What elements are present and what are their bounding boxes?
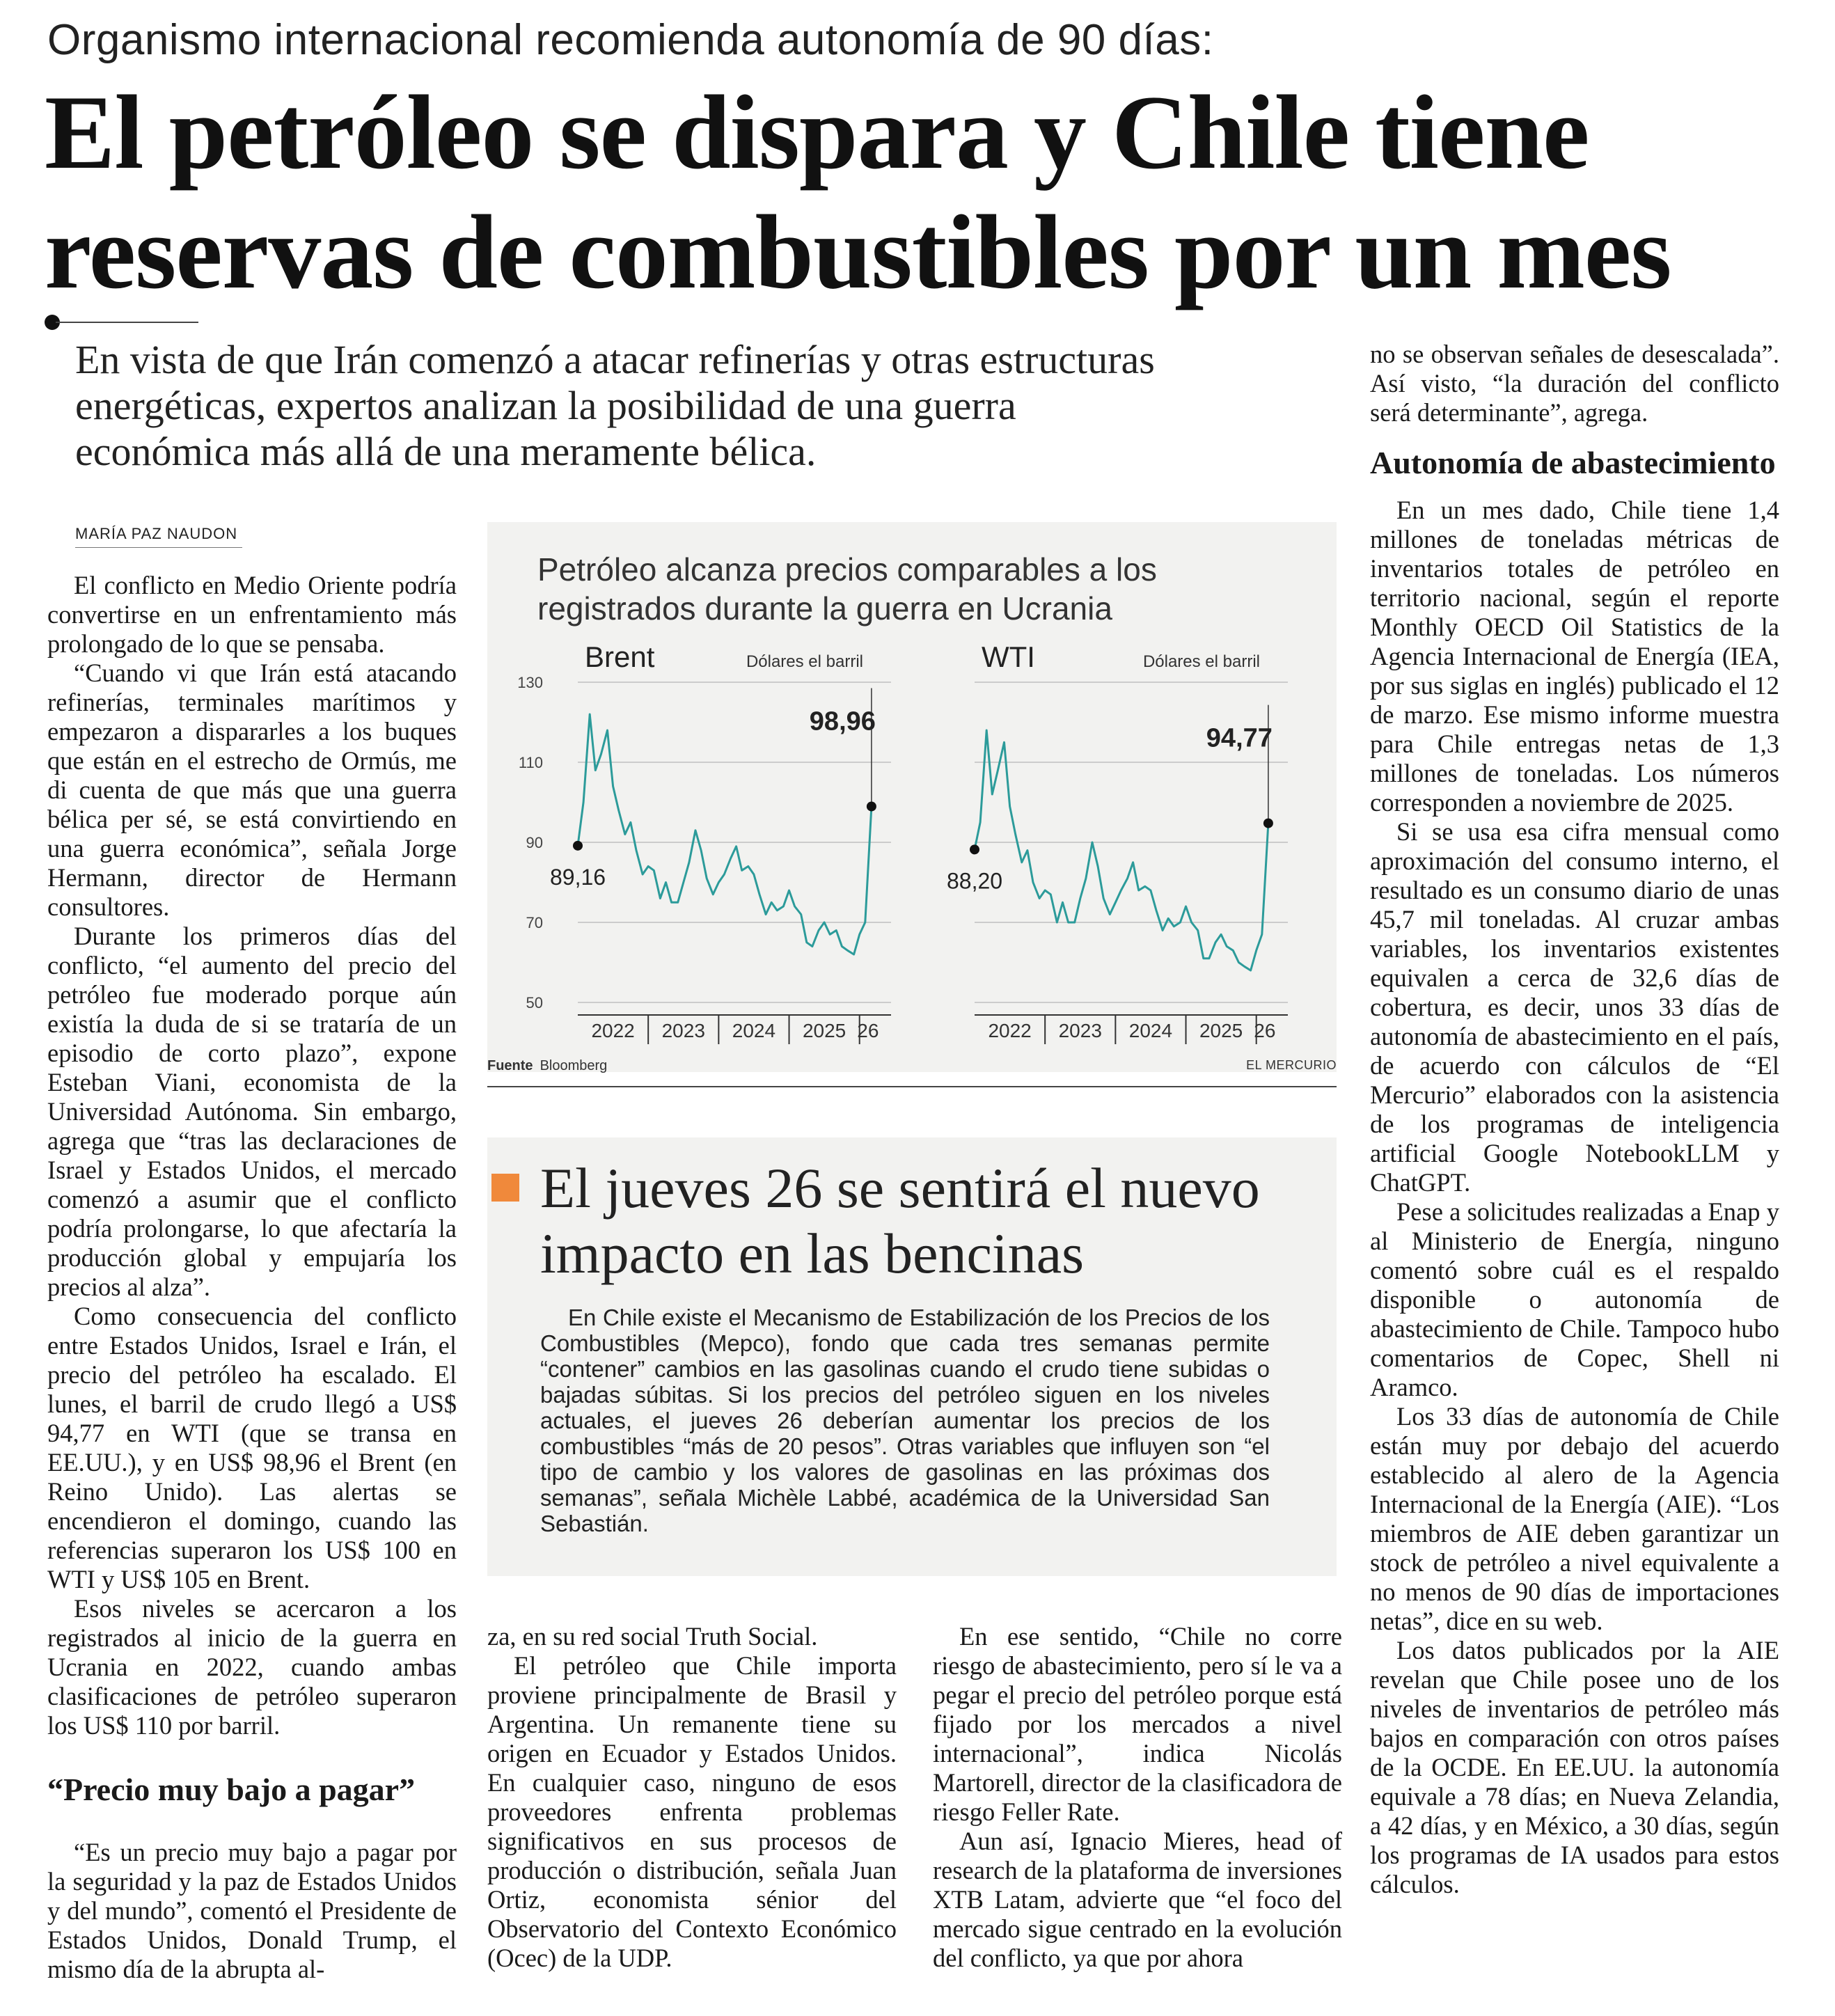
- headline: [45, 72, 1785, 312]
- publisher-credit: EL MERCURIO: [1246, 1058, 1337, 1072]
- paragraph: Los datos publicados por la AIE revelan que Chile posee uno de los niveles de inventarios de petróleo más bajos en comparación con otros países de la OCDE. En EE.UU. la autonomía equivale a 78 días; en Nueva Zelandia, a 42 días, y en México, a 30 días, según los programas de IA usados para estos cálculos.: [1370, 1636, 1779, 1898]
- series-line: [975, 730, 1268, 970]
- body-column-1-continued: [47, 1838, 457, 1984]
- series-name: Brent: [585, 640, 655, 673]
- subhead-precio: “Precio muy bajo a pagar”: [47, 1772, 416, 1807]
- subhead-autonomia: Autonomía de abastecimiento: [1370, 445, 1776, 480]
- start-value-label: 88,20: [947, 868, 1003, 894]
- end-value-label: 98,96: [809, 707, 876, 737]
- byline: MARÍA PAZ NAUDON: [75, 525, 238, 542]
- paragraph: En ese sentido, “Chile no corre riesgo de abastecimiento, pero sí le va a pegar el precio del petróleo porque está fijado por los mercados a nivel internacional”, indica Nicolás Martorell, director de la clasificadora de riesgo Feller Rate.: [933, 1622, 1342, 1826]
- body-column-1: [47, 571, 457, 1740]
- paragraph: Como consecuencia del conflicto entre Estados Unidos, Israel e Irán, el precio del petróleo ha escalado. El lunes, el barril de crudo llegó a US$ 94,77 en WTI (que se transa en EE.UU.), y en US$ 98,96 el Brent (en Reino Unido). Las alertas se encendieron el domingo, cuando las referencias superaron los US$ 100 en WTI y US$ 105 en Brent.: [47, 1302, 457, 1593]
- chart-source: [487, 1058, 1337, 1074]
- x-tick-label: 2024: [1128, 1020, 1173, 1041]
- rule-line: [56, 322, 198, 323]
- paragraph: Aun así, Ignacio Mieres, head of research de la plataforma de inversiones XTB Latam, advierte que “el foco del mercado sigue centrado en la evolución del conflicto, ya que por ahora: [933, 1827, 1342, 1972]
- paragraph: En Chile existe el Mecanismo de Estabilización de los Precios de los Combustibles (Mepco), fondo que cada tres semanas permite “contener” cambios en las gasolinas cuando el crudo tiene subidas o bajadas súbitas. Si los precios del petróleo siguen en los niveles actuales, el jueves 26 deberían aumentar los precios de los combustibles “más de 20 pesos”. Otras variables que influyen son “el tipo de cambio y los valores de gasolinas en las próximas dos semanas”, señala Michèle Labbé, académica de la Universidad San Sebastián.: [540, 1305, 1270, 1536]
- box-text: [540, 1305, 1270, 1536]
- source-label: Fuente: [487, 1058, 533, 1073]
- series-line: [578, 714, 872, 954]
- x-tick-label: 2022: [988, 1020, 1032, 1041]
- source-rule: [487, 1086, 1337, 1087]
- x-tick-label: 26: [1254, 1020, 1276, 1041]
- x-tick-label: 2025: [802, 1020, 846, 1041]
- x-tick-label: 2023: [1058, 1020, 1102, 1041]
- paragraph: Pese a solicitudes realizadas a Enap y al Ministerio de Energía, ninguno comentó sobre cuál es el respaldo disponible o autonomía de abastecimiento de Chile. Tampoco hubo comentarios de Copec, Shell ni Aramco.: [1370, 1197, 1779, 1401]
- unit-label: Dólares el barril: [746, 652, 863, 671]
- headline-line-1: El petróleo se dispara y Chile tiene: [45, 74, 1589, 191]
- x-tick-label: 2025: [1199, 1020, 1243, 1041]
- chart-title: Petróleo alcanza precios comparables a los registrados durante la guerra en Ucrania: [537, 551, 1157, 627]
- end-point: [1263, 819, 1273, 828]
- unit-label: Dólares el barril: [1142, 652, 1260, 671]
- x-tick-label: 2023: [661, 1020, 705, 1041]
- paragraph: En un mes dado, Chile tiene 1,4 millones de toneladas métricas de inventarios totales de petróleo en territorio nacional, según el reporte Monthly OECD Oil Statistics de la Agencia Internacional de Energía (IEA, por sus siglas en inglés) publicado el 12 de marzo. Ese mismo informe muestra para Chile entregas netas de 1,3 millones de toneladas. Los números corresponden a noviembre de 2025.: [1370, 496, 1779, 817]
- paragraph: za, en su red social Truth Social.: [487, 1622, 818, 1651]
- x-tick-label: 2024: [732, 1020, 776, 1041]
- y-tick-label: 70: [526, 914, 543, 931]
- paragraph: Los 33 días de autonomía de Chile están muy por debajo del acuerdo establecido al alero de la Agencia Internacional de la Energía (AIE). “Los miembros de AIE deben garantizar un stock de petróleo a nivel equivalente a no menos de 90 días de importaciones netas”, dice en su web.: [1370, 1402, 1779, 1635]
- box-title: El jueves 26 se sentirá el nuevo impacto en las bencinas: [540, 1156, 1260, 1285]
- paragraph: El conflicto en Medio Oriente podría convertirse en un enfrentamiento más prolongado de lo que se pensaba.: [47, 571, 457, 658]
- start-point: [573, 841, 583, 851]
- start-value-label: 89,16: [550, 864, 606, 890]
- paragraph: El petróleo que Chile importa proviene principalmente de Brasil y Argentina. Un remanente tiene su origen en Ecuador y Estados Unidos. En cualquier caso, ninguno de esos proveedores enfrenta problemas significativos en sus procesos de producción o distribución, señala Juan Ortiz, economista sénior del Observatorio del Contexto Económico (Ocec) de la UDP.: [487, 1651, 897, 1972]
- lead-paragraph: [75, 337, 1328, 475]
- end-point: [867, 801, 876, 811]
- kicker: Organismo internacional recomienda autonomía de 90 días:: [47, 16, 1214, 64]
- paragraph: no se observan señales de desescalada”. Así visto, “la duración del conflicto será determinante”, agrega.: [1370, 340, 1779, 427]
- box-accent-square: [491, 1174, 519, 1202]
- headline-line-2: reservas de combustibles por un mes: [45, 194, 1671, 310]
- body-column-2: [487, 1622, 897, 1973]
- paragraph: Si se usa esa cifra mensual como aproximación del consumo interno, el resultado es un consumo diario de unas 45,7 mil toneladas. Al cruzar ambas variables, los inventarios existentes equivalen a cerca de 32,6 días de cobertura, es decir, unos 33 días de autonomía de abastecimiento en el país, de acuerdo con cálculos de “El Mercurio” elaborados con la asistencia de los programas de inteligencia artificial Google NotebookLLM y ChatGPT.: [1370, 817, 1779, 1197]
- charts-svg: [487, 627, 1337, 1044]
- body-column-3: [933, 1622, 1342, 1973]
- lead-line-2: energéticas, expertos analizan la posibilidad de una guerra: [75, 383, 1016, 428]
- paragraph: Esos niveles se acercaron a los registrados al inicio de la guerra en Ucrania en 2022, cuando ambas clasificaciones de petróleo superaron los US$ 110 por barril.: [47, 1594, 457, 1740]
- lead-line-1: En vista de que Irán comenzó a atacar refinerías y otras estructuras: [75, 337, 1155, 382]
- paragraph: Durante los primeros días del conflicto, “el aumento del precio del petróleo fue moderado porque aún existía la duda de si se trataría de un episodio de corto plazo”, expone Esteban Viani, economista de la Universidad Autónoma. Sin embargo, agrega que “tras las declaraciones de Israel y Estados Unidos, el mercado comenzó a asumir que el conflicto podría prolongarse, lo que afectaría la producción global y empujaría los precios al alza”.: [47, 922, 457, 1301]
- end-value-label: 94,77: [1206, 723, 1273, 753]
- byline-rule: [75, 547, 242, 548]
- paragraph: “Es un precio muy bajo a pagar por la seguridad y la paz de Estados Unidos y del mundo”, comentó el Presidente de Estados Unidos, Donald Trump, el mismo día de la abrupta al-: [47, 1838, 457, 1983]
- y-tick-label: 110: [518, 754, 543, 771]
- series-name: WTI: [982, 640, 1035, 673]
- x-tick-label: 2022: [591, 1020, 635, 1041]
- start-point: [970, 844, 979, 854]
- body-column-4: [1370, 340, 1779, 1899]
- source-value: Bloomberg: [540, 1058, 608, 1073]
- y-tick-label: 130: [517, 674, 543, 691]
- y-tick-label: 50: [526, 994, 543, 1011]
- lead-line-3: económica más allá de una meramente bélica.: [75, 429, 817, 474]
- y-tick-label: 90: [526, 834, 543, 851]
- x-tick-label: 26: [857, 1020, 879, 1041]
- paragraph: “Cuando vi que Irán está atacando refinerías, terminales marítimos y empezaron a dispararles a los buques que están en el estrecho de Ormús, me di cuenta de que más que una guerra bélica per sé, se está convirtiendo en una guerra económica”, señala Jorge Hermann, director de Hermann consultores.: [47, 659, 457, 921]
